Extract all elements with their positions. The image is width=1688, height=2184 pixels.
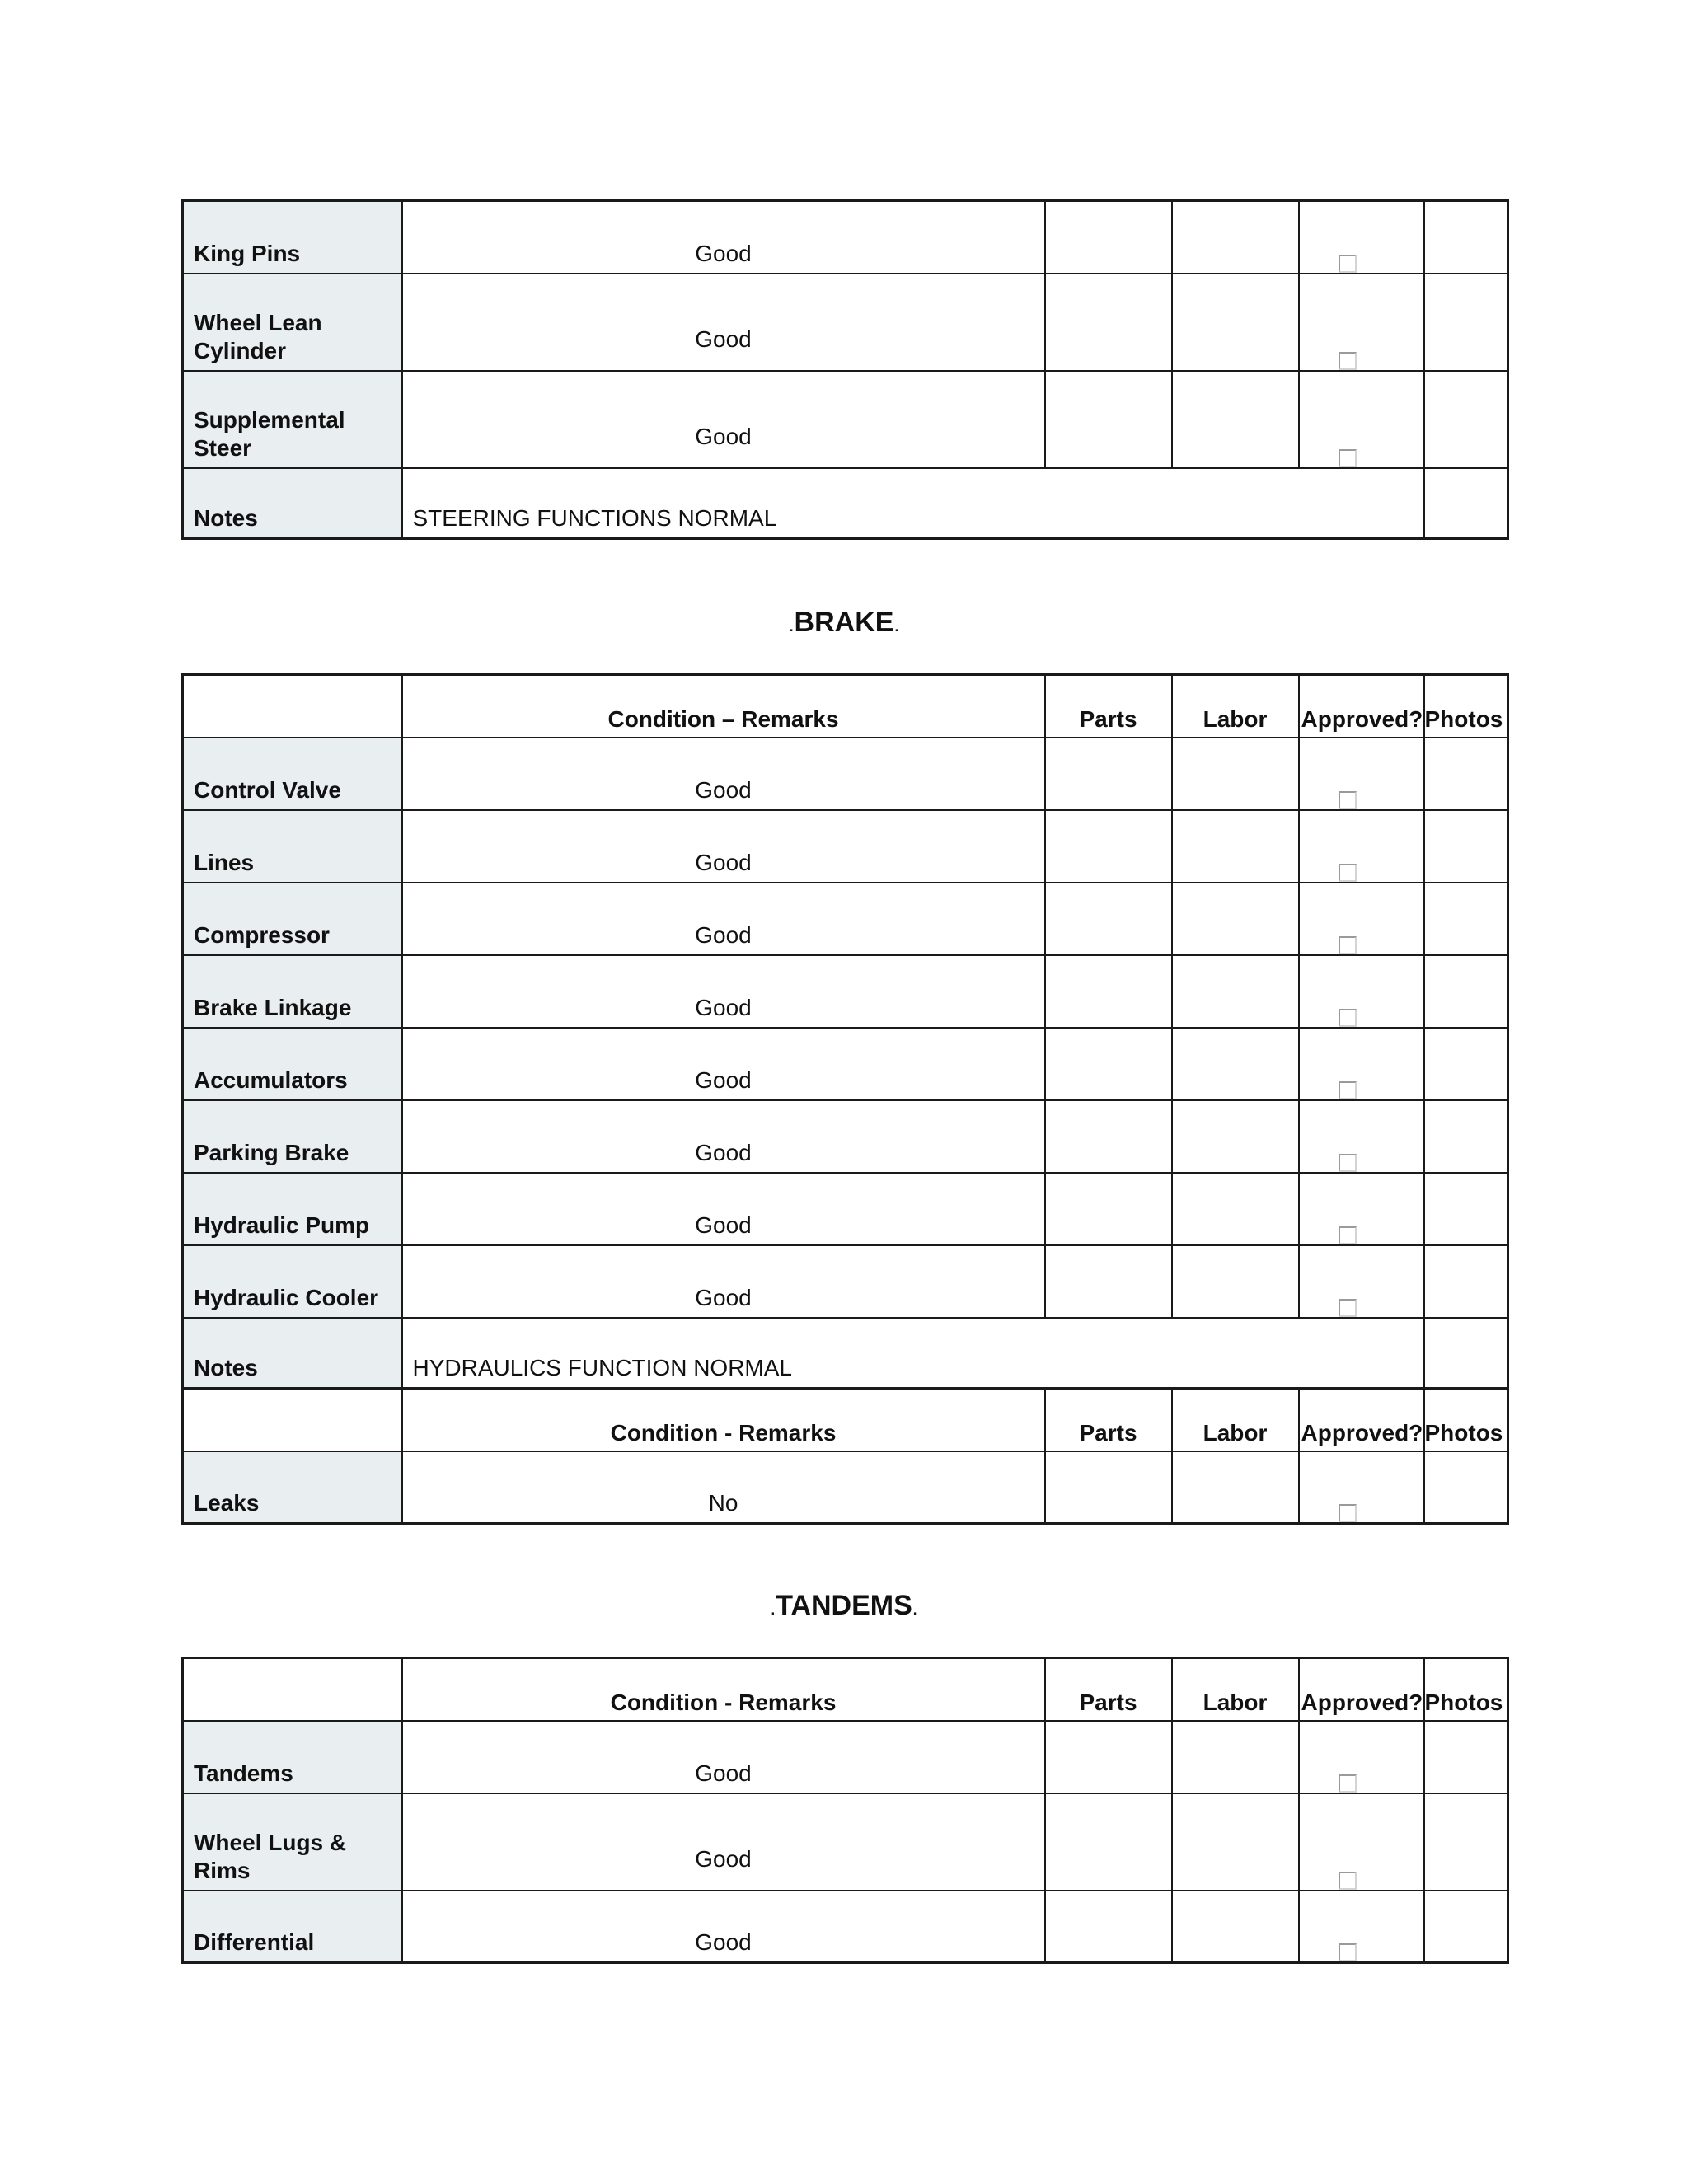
row-label: Differential: [183, 1891, 402, 1963]
header-row: [183, 675, 1508, 738]
photos-cell[interactable]: [1424, 1451, 1508, 1524]
photos-cell[interactable]: [1424, 1721, 1508, 1793]
row-label: Hydraulic Pump: [183, 1173, 402, 1245]
header-condition: Condition – Remarks: [402, 675, 1045, 738]
labor-cell[interactable]: [1172, 883, 1299, 955]
notes-value[interactable]: HYDRAULICS FUNCTION NORMAL: [402, 1318, 1424, 1389]
parts-cell[interactable]: [1045, 274, 1172, 371]
header-approved: Approved?: [1299, 1389, 1424, 1451]
table-row: [183, 1793, 1508, 1891]
header-labor: Labor: [1172, 675, 1299, 738]
table-row: [183, 371, 1508, 468]
photos-cell[interactable]: [1424, 1173, 1508, 1245]
labor-cell[interactable]: [1172, 1100, 1299, 1173]
condition-cell[interactable]: Good: [402, 1100, 1045, 1173]
labor-cell[interactable]: [1172, 371, 1299, 468]
approved-cell: [1299, 1028, 1424, 1100]
table-row: [183, 1028, 1508, 1100]
row-label: Accumulators: [183, 1028, 402, 1100]
parts-cell[interactable]: [1045, 955, 1172, 1028]
condition-cell[interactable]: Good: [402, 883, 1045, 955]
condition-cell[interactable]: Good: [402, 1173, 1045, 1245]
condition-cell[interactable]: Good: [402, 1028, 1045, 1100]
parts-cell[interactable]: [1045, 1245, 1172, 1318]
table-row: [183, 810, 1508, 883]
header-photos: Photos: [1424, 1389, 1508, 1451]
labor-cell[interactable]: [1172, 201, 1299, 274]
labor-cell[interactable]: [1172, 810, 1299, 883]
row-label: Compressor: [183, 883, 402, 955]
approved-checkbox[interactable]: [1339, 1872, 1357, 1890]
header-labor: Labor: [1172, 1389, 1299, 1451]
approved-cell: [1299, 371, 1424, 468]
approved-checkbox[interactable]: [1339, 1774, 1357, 1793]
labor-cell[interactable]: [1172, 738, 1299, 810]
table-row: [183, 1245, 1508, 1318]
header-photos: Photos: [1424, 1658, 1508, 1721]
approved-cell: [1299, 1793, 1424, 1891]
photos-cell[interactable]: [1424, 1318, 1508, 1389]
condition-cell[interactable]: Good: [402, 738, 1045, 810]
tandems-table: [181, 1657, 1509, 1964]
parts-cell[interactable]: [1045, 1793, 1172, 1891]
condition-cell[interactable]: No: [402, 1451, 1045, 1524]
photos-cell[interactable]: [1424, 274, 1508, 371]
condition-cell[interactable]: Good: [402, 955, 1045, 1028]
header-condition: Condition - Remarks: [402, 1389, 1045, 1451]
photos-cell[interactable]: [1424, 468, 1508, 539]
approved-checkbox[interactable]: [1339, 936, 1357, 954]
approved-cell: [1299, 274, 1424, 371]
approved-checkbox[interactable]: [1339, 255, 1357, 273]
header-approved: Approved?: [1299, 1658, 1424, 1721]
parts-cell[interactable]: [1045, 1891, 1172, 1963]
approved-cell: [1299, 1173, 1424, 1245]
row-label: Wheel Lean Cylinder: [183, 274, 402, 371]
notes-label: Notes: [183, 468, 402, 539]
section-title-tandems: .TANDEMS.: [770, 1590, 918, 1621]
approved-cell: [1299, 1721, 1424, 1793]
header-condition: Condition - Remarks: [402, 1658, 1045, 1721]
header-parts: Parts: [1045, 1658, 1172, 1721]
notes-row: [183, 1318, 1508, 1389]
photos-cell[interactable]: [1424, 738, 1508, 810]
photos-cell[interactable]: [1424, 1245, 1508, 1318]
approved-checkbox[interactable]: [1339, 1154, 1357, 1172]
approved-cell: [1299, 1100, 1424, 1173]
header-labor: Labor: [1172, 1658, 1299, 1721]
photos-cell[interactable]: [1424, 1793, 1508, 1891]
photos-cell[interactable]: [1424, 371, 1508, 468]
table-row: [183, 1100, 1508, 1173]
notes-row: [183, 468, 1508, 539]
brake-table: [181, 673, 1509, 1525]
header-blank: [183, 1658, 402, 1721]
table-row: [183, 1891, 1508, 1963]
labor-cell[interactable]: [1172, 1891, 1299, 1963]
photos-cell[interactable]: [1424, 1100, 1508, 1173]
condition-cell[interactable]: Good: [402, 274, 1045, 371]
labor-cell[interactable]: [1172, 274, 1299, 371]
header-approved: Approved?: [1299, 675, 1424, 738]
header-row: [183, 1658, 1508, 1721]
condition-cell[interactable]: Good: [402, 201, 1045, 274]
approved-cell: [1299, 201, 1424, 274]
parts-cell[interactable]: [1045, 1451, 1172, 1524]
table-row: [183, 883, 1508, 955]
parts-cell[interactable]: [1045, 1173, 1172, 1245]
photos-cell[interactable]: [1424, 883, 1508, 955]
header-photos: Photos: [1424, 675, 1508, 738]
steering-table: [181, 199, 1509, 540]
approved-cell: [1299, 1245, 1424, 1318]
table-row: [183, 1451, 1508, 1524]
table-row: [183, 738, 1508, 810]
section-title-brake: .BRAKE.: [788, 607, 900, 638]
parts-cell[interactable]: [1045, 201, 1172, 274]
photos-cell[interactable]: [1424, 1028, 1508, 1100]
labor-cell[interactable]: [1172, 955, 1299, 1028]
approved-cell: [1299, 1451, 1424, 1524]
approved-checkbox[interactable]: [1339, 1943, 1357, 1961]
condition-cell[interactable]: Good: [402, 1891, 1045, 1963]
labor-cell[interactable]: [1172, 1245, 1299, 1318]
labor-cell[interactable]: [1172, 1793, 1299, 1891]
header-parts: Parts: [1045, 675, 1172, 738]
notes-value[interactable]: STEERING FUNCTIONS NORMAL: [402, 468, 1424, 539]
row-label: Brake Linkage: [183, 955, 402, 1028]
approved-cell: [1299, 955, 1424, 1028]
row-label: Control Valve: [183, 738, 402, 810]
row-label: Parking Brake: [183, 1100, 402, 1173]
parts-cell[interactable]: [1045, 810, 1172, 883]
condition-cell[interactable]: Good: [402, 371, 1045, 468]
approved-checkbox[interactable]: [1339, 864, 1357, 882]
labor-cell[interactable]: [1172, 1028, 1299, 1100]
approved-checkbox[interactable]: [1339, 1081, 1357, 1099]
row-label: Hydraulic Cooler: [183, 1245, 402, 1318]
parts-cell[interactable]: [1045, 883, 1172, 955]
labor-cell[interactable]: [1172, 1173, 1299, 1245]
header-row: [183, 1389, 1508, 1451]
photos-cell[interactable]: [1424, 955, 1508, 1028]
row-label: Supplemental Steer: [183, 371, 402, 468]
photos-cell[interactable]: [1424, 1891, 1508, 1963]
table-row: [183, 1173, 1508, 1245]
photos-cell[interactable]: [1424, 810, 1508, 883]
row-label: Leaks: [183, 1451, 402, 1524]
approved-checkbox[interactable]: [1339, 1504, 1357, 1522]
row-label: King Pins: [183, 201, 402, 274]
row-label: Tandems: [183, 1721, 402, 1793]
parts-cell[interactable]: [1045, 1028, 1172, 1100]
condition-cell[interactable]: Good: [402, 1793, 1045, 1891]
labor-cell[interactable]: [1172, 1721, 1299, 1793]
approved-cell: [1299, 738, 1424, 810]
notes-label: Notes: [183, 1318, 402, 1389]
approved-checkbox[interactable]: [1339, 791, 1357, 809]
condition-cell[interactable]: Good: [402, 810, 1045, 883]
approved-checkbox[interactable]: [1339, 449, 1357, 467]
table-row: [183, 1721, 1508, 1793]
parts-cell[interactable]: [1045, 738, 1172, 810]
approved-checkbox[interactable]: [1339, 1299, 1357, 1317]
header-parts: Parts: [1045, 1389, 1172, 1451]
condition-cell[interactable]: Good: [402, 1721, 1045, 1793]
labor-cell[interactable]: [1172, 1451, 1299, 1524]
table-row: [183, 955, 1508, 1028]
photos-cell[interactable]: [1424, 201, 1508, 274]
condition-cell[interactable]: Good: [402, 1245, 1045, 1318]
approved-cell: [1299, 810, 1424, 883]
row-label: Lines: [183, 810, 402, 883]
approved-checkbox[interactable]: [1339, 352, 1357, 370]
header-blank: [183, 675, 402, 738]
header-blank: [183, 1389, 402, 1451]
table-row: [183, 274, 1508, 371]
parts-cell[interactable]: [1045, 371, 1172, 468]
parts-cell[interactable]: [1045, 1721, 1172, 1793]
row-label: Wheel Lugs & Rims: [183, 1793, 402, 1891]
table-row: [183, 201, 1508, 274]
approved-cell: [1299, 1891, 1424, 1963]
approved-checkbox[interactable]: [1339, 1009, 1357, 1027]
approved-checkbox[interactable]: [1339, 1226, 1357, 1244]
parts-cell[interactable]: [1045, 1100, 1172, 1173]
approved-cell: [1299, 883, 1424, 955]
